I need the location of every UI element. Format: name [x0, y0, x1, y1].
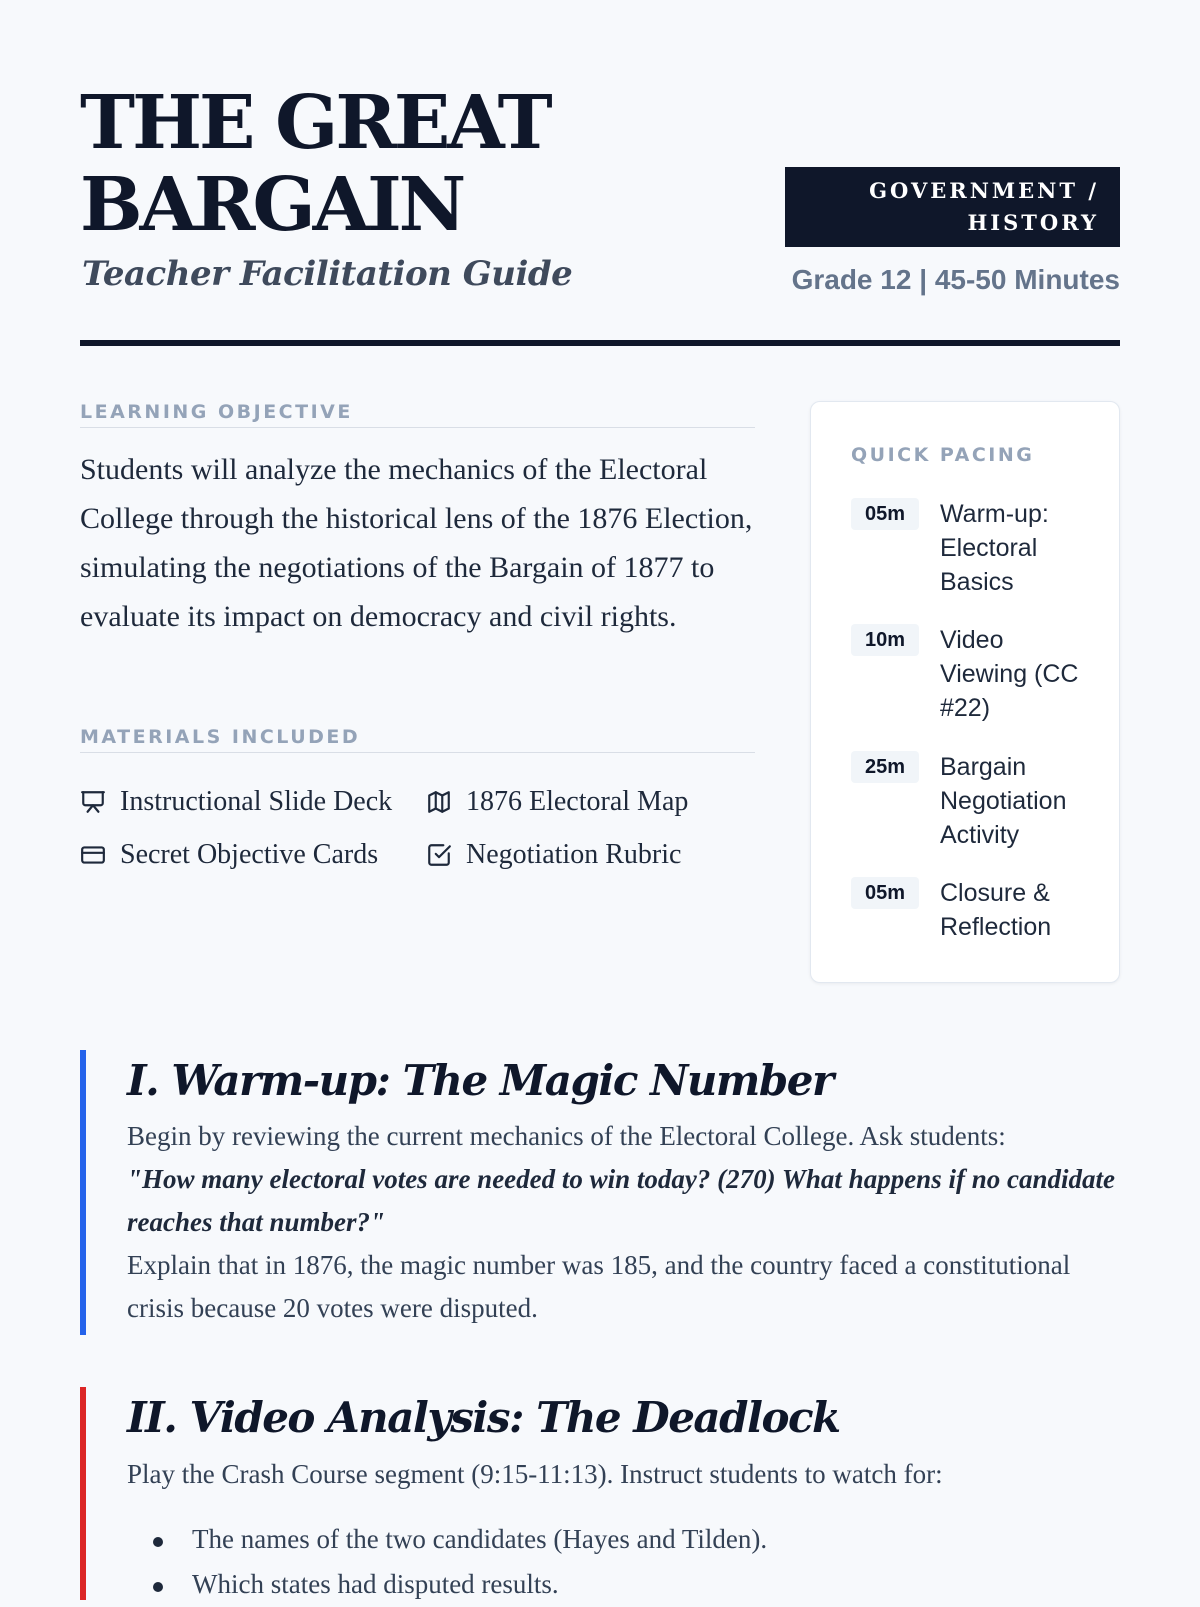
- pacing-card: [810, 401, 1120, 983]
- title-line-2: BARGAIN: [80, 162, 464, 248]
- section-question: "How many electoral votes are needed to win today? (270) What happens if no candidate reaches that number?": [127, 1164, 1115, 1237]
- card-icon: [80, 842, 106, 868]
- page-subtitle: Teacher Facilitation Guide: [82, 254, 573, 294]
- list-item: The names of the two candidates (Hayes and Tilden).: [127, 1517, 767, 1562]
- pacing-activity: Warm-up: Electoral Basics: [940, 500, 1049, 596]
- objective-text: Students will analyze the mechanics of the Electoral College through the historical lens of the 1876 Election, simulating the negotiations of the Bargain of 1877 to evaluate its impact on democracy and civil rights.: [80, 453, 753, 633]
- pacing-item: [851, 623, 1080, 725]
- page-title: [80, 82, 640, 246]
- pacing-time: 25m: [851, 751, 919, 783]
- pacing-item: [851, 497, 1080, 599]
- section-followup: Explain that in 1876, the magic number was 185, and the country faced a constitutional crisis because 20 votes were disputed.: [127, 1250, 1071, 1323]
- pacing-activity: Bargain Negotiation Activity: [940, 753, 1067, 849]
- material-item: [426, 786, 688, 818]
- section-body: [127, 1115, 1127, 1330]
- material-label: Instructional Slide Deck: [120, 785, 393, 817]
- list-item: Which states had disputed results.: [127, 1562, 767, 1607]
- presentation-icon: [80, 789, 106, 815]
- header-divider: [80, 340, 1120, 346]
- material-item: [80, 839, 426, 871]
- material-label: Negotiation Rubric: [466, 838, 682, 870]
- material-item: [426, 839, 681, 871]
- grade-duration: Grade 12 | 45-50 Minutes: [791, 264, 1120, 295]
- pacing-time: 05m: [851, 877, 919, 909]
- materials-row: [80, 775, 760, 828]
- material-label: Secret Objective Cards: [120, 838, 379, 870]
- section-bullet-list: [127, 1517, 767, 1607]
- title-line-1: THE GREAT: [80, 80, 550, 166]
- pacing-activity: Video Viewing (CC #22): [940, 626, 1079, 722]
- map-icon: [426, 789, 452, 815]
- pacing-label: QUICK PACING: [851, 444, 1035, 466]
- checkbox-icon: [426, 842, 452, 868]
- subject-badge: [785, 167, 1120, 247]
- section-heading: I. Warm-up: The Magic Number: [127, 1056, 833, 1105]
- section-intro: Play the Crash Course segment (9:15-11:13). Instruct students to watch for:: [127, 1459, 943, 1489]
- pacing-item: [851, 750, 1080, 852]
- section-accent-bar: [80, 1387, 86, 1600]
- pacing-time: 05m: [851, 498, 919, 530]
- pacing-time: 10m: [851, 624, 919, 656]
- materials-row: [80, 828, 760, 881]
- material-item: [80, 786, 426, 818]
- subject-badge-line-1: GOVERNMENT /: [869, 178, 1099, 203]
- materials-label-divider: [80, 752, 755, 753]
- objective-label-divider: [80, 427, 755, 428]
- section-accent-bar: [80, 1050, 86, 1335]
- materials-list: [80, 775, 760, 881]
- section-warm-up: [80, 1050, 1120, 1335]
- section-intro: Begin by reviewing the current mechanics of the Electoral College. Ask students:: [127, 1121, 1006, 1151]
- materials-label: MATERIALS INCLUDED: [80, 726, 361, 748]
- subject-badge-line-2: HISTORY: [967, 210, 1099, 235]
- section-video-analysis: [80, 1387, 1120, 1600]
- pacing-item: [851, 876, 1080, 944]
- section-heading: II. Video Analysis: The Deadlock: [127, 1393, 840, 1442]
- pacing-activity: Closure & Reflection: [940, 879, 1052, 941]
- material-label: 1876 Electoral Map: [466, 785, 689, 817]
- objective-label: LEARNING OBJECTIVE: [80, 401, 353, 423]
